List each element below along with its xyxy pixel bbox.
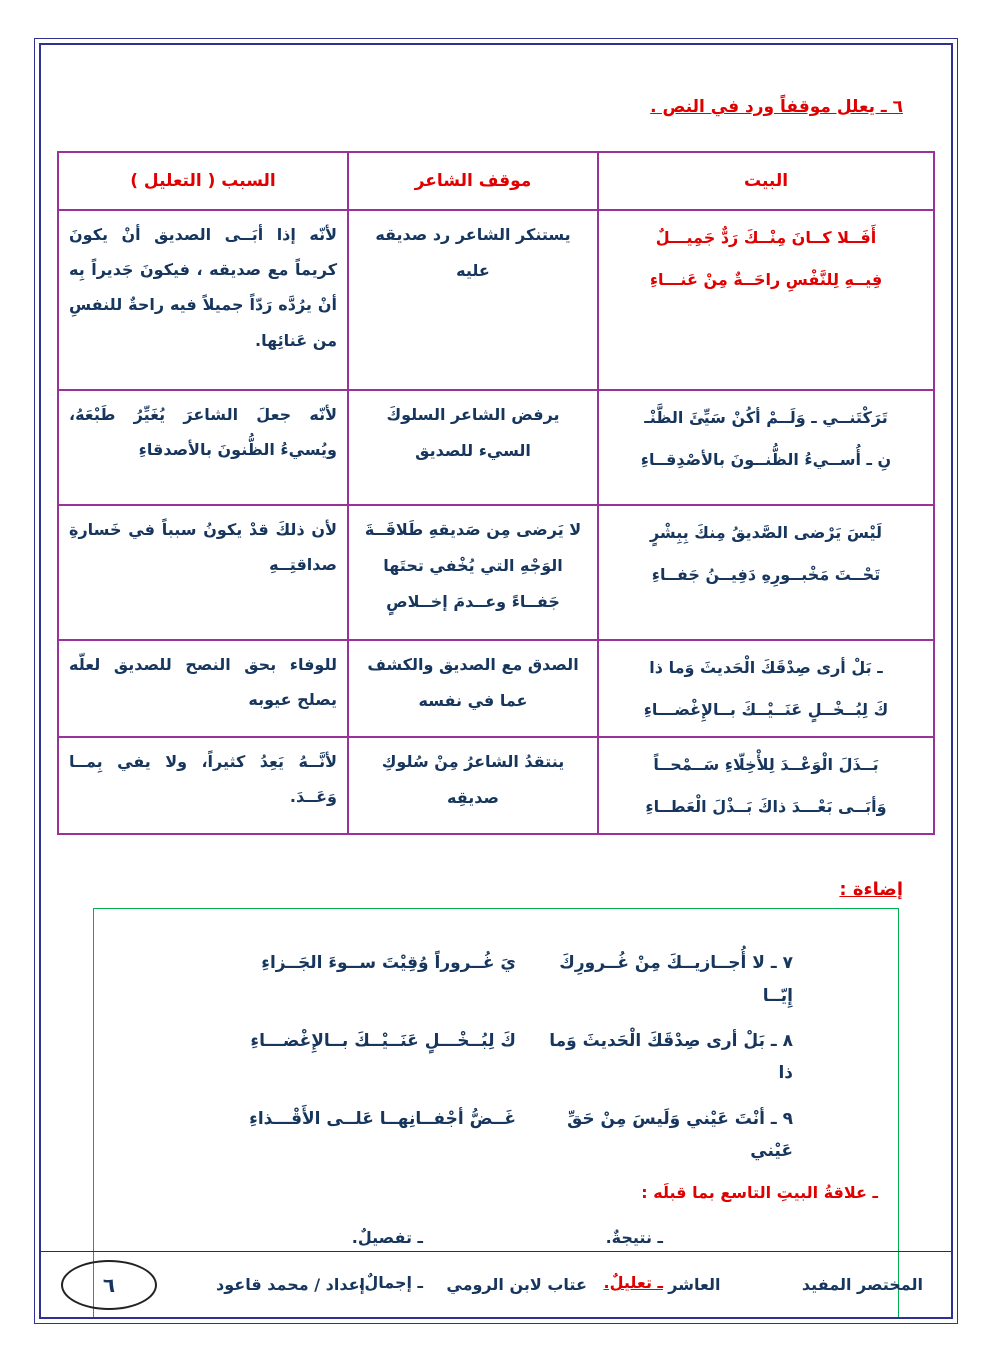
reason-cell: لأنّه جعلَ الشاعرَ يُغَيِّرُ طَبْعَهُ، ويُسيءُ الظُّنونَ بالأصدقاءِ xyxy=(58,390,348,505)
stance-cell: ينتقدُ الشاعرُ مِنْ سُلوكِ صديقِه xyxy=(348,737,598,834)
stance-cell: الصدق مع الصديق والكشف عما في نفسه xyxy=(348,640,598,737)
stance-cell: يرفض الشاعر السلوكَ السيء للصديق xyxy=(348,390,598,505)
option-ijmal: ـ إجمالٌ. xyxy=(358,1273,423,1293)
verse-line-1: بَــذَلَ الْوَعْــدَ لِلأْخِلّاءِ سَــمْحــاً xyxy=(653,755,879,775)
page-outer-border xyxy=(34,38,958,1324)
hemistich-left: كَ لِبُــخْـــلٍ عَنَــيْــكَ بــالإِغْضـــاءِ xyxy=(250,1030,516,1051)
option-talil-correct: ـ تعليلٌ. xyxy=(603,1273,663,1293)
reason-cell: للوفاء بحق النصح للصديق لعلّه يصلح عيوبه xyxy=(58,640,348,737)
verse-line-2: وَأبَــى بَعْـــدَ ذاكَ بَــذْلَ الْعَطــاءِ xyxy=(645,796,887,816)
page-footer xyxy=(41,1251,951,1317)
page-inner-border xyxy=(39,43,953,1319)
verse-line-1: لَيْسَ يَرْضى الصَّديقُ مِنكَ بِبِشْرٍ xyxy=(649,523,883,542)
col-header-verse: البيت xyxy=(598,152,934,210)
idaa-heading: إضاءة : xyxy=(839,879,903,901)
section-title: ٦ ـ يعلل موقفاً ورد في النص . xyxy=(650,97,903,117)
stance-cell: لا يَرضى مِن صَديقهِ طَلاقَــةَ الوَجْهِ التي يُخْفي تحتَها جَفــاءً وعــدمَ إخــلاصٍ xyxy=(348,505,598,640)
verse-line-1: ـ بَلْ أرى صِدْقَكَ الْحَديثَ وَما ذا xyxy=(649,658,883,677)
verse-line-1: تَرَكْتَنــي ـ وَلَــمْ أكُنْ سَيِّئَ الظَّنْـ xyxy=(644,408,888,427)
col-header-reason: السبب ( التعليل ) xyxy=(58,152,348,210)
reason-cell: لأنّه إذا أبَــى الصديق أنْ يكونَ كريماً مع صديقه ، فيكونَ جَديراً بِه أنْ يرُدَّه رَدّاً جميلاً فيه راحةٌ للنفسِ من عَنائِها. xyxy=(58,210,348,390)
page-number: ٦ xyxy=(102,1273,116,1297)
hemistich-right: ٨ ـ بَلْ أرى صِدْقَكَ الْحَديثَ وَما ذا xyxy=(549,1030,793,1084)
stance-cell: يستنكر الشاعر رد صديقه عليه xyxy=(348,210,598,390)
options-row-1 xyxy=(94,1228,898,1247)
table-row xyxy=(58,210,934,390)
table-header-row xyxy=(58,152,934,210)
footer-lesson-title: عتاب لابن الرومي xyxy=(446,1275,587,1294)
verse-line-2: كَ لِبُــخْــلٍ عَنَــيْــكَ بــالإِغْضـــاءِ xyxy=(643,699,889,719)
hemistich-right: ٩ ـ أنْتَ عَيْني وَلَيسَ مِنْ حَقِّ عَيْني xyxy=(567,1108,793,1161)
relation-question: ـ علاقةُ البيتِ التاسع بما قبلَه : xyxy=(641,1183,878,1203)
hemistich-left: غَــضُّ أجْفــانِهــا عَلــى الأَقْـــذاءِ xyxy=(249,1108,516,1129)
page-number-oval xyxy=(61,1260,157,1310)
col-header-stance: موقف الشاعر xyxy=(348,152,598,210)
verse-cell xyxy=(598,737,934,834)
idaa-verse-9 xyxy=(94,1103,898,1168)
table-row xyxy=(58,640,934,737)
option-natija: ـ نتيجةٌ. xyxy=(605,1228,663,1248)
table-row xyxy=(58,737,934,834)
verse-cell xyxy=(598,505,934,640)
verse-cell xyxy=(598,210,934,390)
idaa-verse-8 xyxy=(94,1025,898,1090)
table-row xyxy=(58,505,934,640)
analysis-table xyxy=(57,151,935,835)
hemistich-left: يَ غُــروراً وُقِيْتَ ســوءَ الجَــزاءِ xyxy=(261,953,516,974)
verse-cell xyxy=(598,640,934,737)
verse-line-2: تَحْــتَ مَخْبــورِهِ دَفِيــنُ جَفــاءِ xyxy=(651,564,881,584)
footer-series-title: المختصر المفيد xyxy=(801,1275,923,1294)
option-tafsil: ـ تفصيلٌ. xyxy=(351,1228,423,1248)
reason-cell: لأنَّــهُ يَعِدُ كثيراً، ولا يفي بِمــا وَعَــدَ. xyxy=(58,737,348,834)
footer-grade: العاشر xyxy=(668,1275,721,1294)
idaa-verse-7 xyxy=(94,947,898,1012)
table-row xyxy=(58,390,934,505)
hemistich-right: ٧ ـ لا أُجــازيــكَ مِنْ غُــرورِكَ إِيّــا xyxy=(559,953,793,1006)
footer-author: إعداد / محمد قاعود xyxy=(216,1275,365,1294)
verse-line-2: فِيــهِ لِلنَّفْسِ راحَــةٌ مِنْ عَنـــاءِ xyxy=(649,269,883,289)
verse-line-1: أَفَــلا كــانَ مِنْــكَ رَدٌّ جَمِيـــلٌ xyxy=(655,228,877,247)
verse-line-2: نِ ـ أُســيءُ الظُّنــونَ بالأصْدِقــاءِ xyxy=(640,449,892,469)
reason-cell: لأن ذلكَ قدْ يكونُ سبباً في خَسارةِ صداقتِــهِ xyxy=(58,505,348,640)
verse-cell xyxy=(598,390,934,505)
